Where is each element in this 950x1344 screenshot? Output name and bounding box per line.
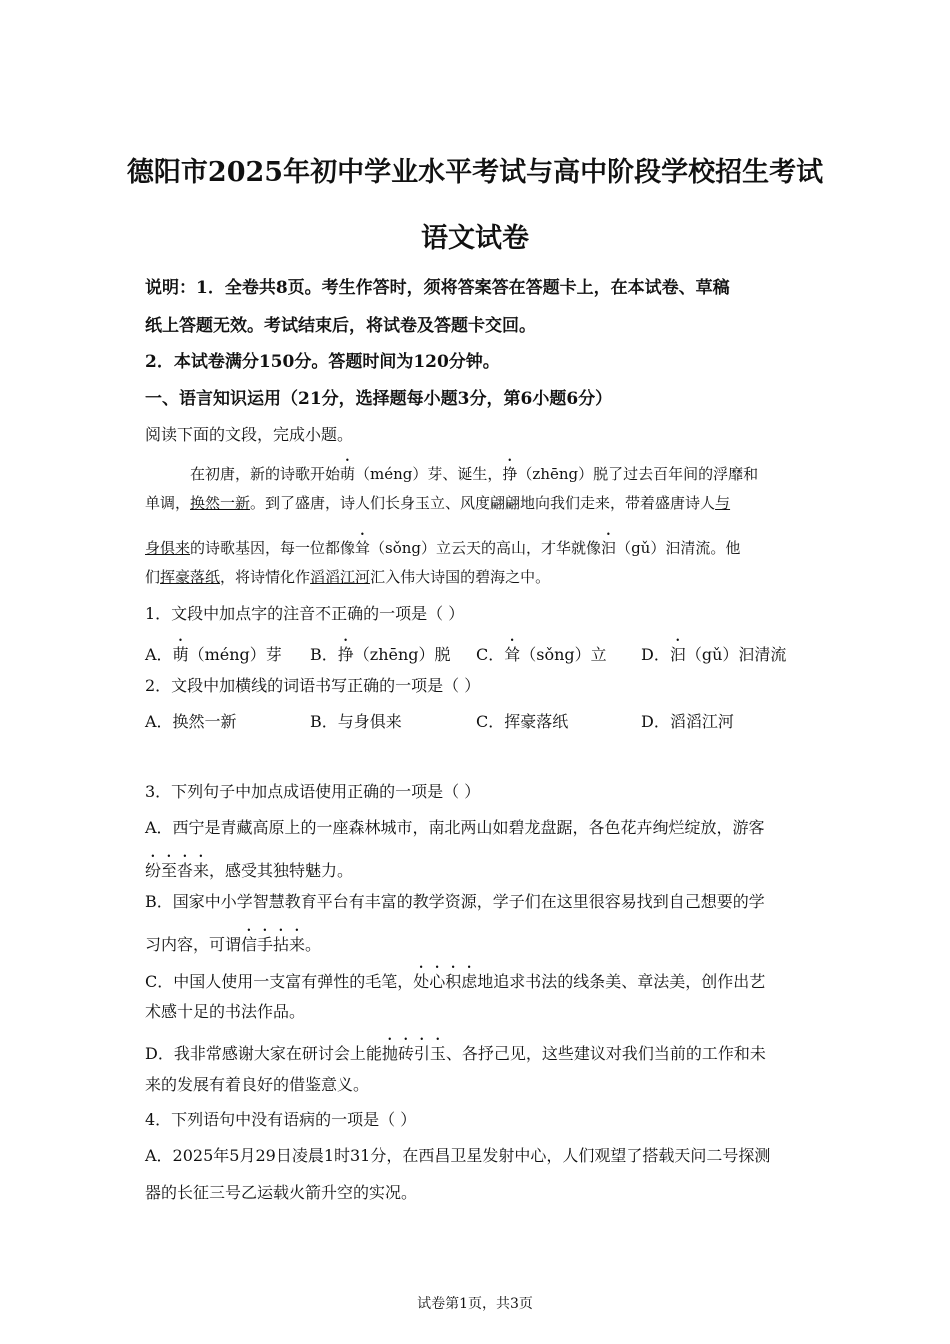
passage-line-2: 单调，换然一新。到了盛唐，诗人们长身玉立、风度翩翩地向我们走来，带着盛唐诗人与 bbox=[145, 494, 731, 512]
q3-option-b-line-2: 习内容，可谓信手拈来。 bbox=[145, 935, 322, 954]
dotted-char: 汩 bbox=[601, 539, 617, 557]
passage-line-1: 在初唐，新的诗歌开始萌（méng）芽、诞生，挣（zhēng）脱了过去百年间的浮靡和 bbox=[190, 465, 759, 483]
underlined-word: 与 bbox=[715, 494, 731, 512]
q2-option-b: B．与身俱来 bbox=[310, 712, 402, 731]
dotted-char: 挣 bbox=[502, 465, 518, 483]
notes-line-3: 2．本试卷满分150分。答题时间为120分钟。 bbox=[145, 352, 500, 372]
q3-option-c-line-1: C．中国人使用一支富有弹性的毛笔，处心积虑地追求书法的线条美、章法美，创作出艺 bbox=[145, 972, 766, 991]
q3-option-a-line-2: 纷至沓来，感受其独特魅力。 bbox=[145, 861, 354, 880]
q3-option-d-line-2: 来的发展有着良好的借鉴意义。 bbox=[145, 1075, 370, 1094]
q3-option-d-line-1: D．我非常感谢大家在研讨会上能抛砖引玉、各抒己见，这些建议对我们当前的工作和未 bbox=[145, 1044, 766, 1063]
q2-option-d: D．滔滔江河 bbox=[641, 712, 734, 731]
exam-subtitle: 语文试卷 bbox=[421, 223, 529, 254]
dotted-idiom: 处心积虑 bbox=[413, 972, 478, 991]
q1-option-d: D．汩（gǔ）汩清流 bbox=[641, 645, 787, 664]
underlined-word: 换然一新 bbox=[190, 494, 251, 512]
page-footer: 试卷第1页，共3页 bbox=[417, 1296, 533, 1312]
q1-option-c: C．耸（sǒng）立 bbox=[476, 645, 607, 664]
dotted-idiom: 纷至沓来 bbox=[145, 861, 210, 880]
q2-option-c: C．挥豪落纸 bbox=[476, 712, 569, 731]
dotted-idiom: 抛砖引玉 bbox=[381, 1044, 446, 1063]
q1-option-a: A．萌（méng）芽 bbox=[145, 645, 282, 664]
q4-option-a-line-2: 器的长征三号乙运载火箭升空的实况。 bbox=[145, 1183, 418, 1202]
q4-option-a-line-1: A．2025年5月29日凌晨1时31分，在西昌卫星发射中心，人们观望了搭载天问二号探测 bbox=[145, 1146, 771, 1165]
underlined-word: 身俱来 bbox=[145, 539, 191, 557]
q1-option-b: B．挣（zhēng）脱 bbox=[310, 645, 451, 664]
dotted-char: 萌 bbox=[340, 465, 356, 483]
underlined-word: 挥豪落纸 bbox=[160, 568, 221, 586]
q3-option-c-line-2: 术感十足的书法作品。 bbox=[145, 1002, 306, 1021]
q4-stem: 4．下列语句中没有语病的一项是（ ） bbox=[145, 1110, 417, 1129]
dotted-idiom: 信手拈来 bbox=[241, 935, 306, 954]
q3-option-b-line-1: B．国家中小学智慧教育平台有丰富的教学资源，学子们在这里很容易找到自己想要的学 bbox=[145, 892, 765, 911]
passage-line-3: 身俱来的诗歌基因，每一位都像耸（sǒng）立云天的高山，才华就像汩（gǔ）汩清流。他 bbox=[145, 539, 741, 557]
section-heading: 一、语言知识运用（21分，选择题每小题3分，第6小题6分） bbox=[145, 389, 613, 409]
passage-line-4: 们挥豪落纸，将诗情化作滔滔江河汇入伟大诗国的碧海之中。 bbox=[145, 568, 551, 586]
q1-stem: 1．文段中加点字的注音不正确的一项是（ ） bbox=[145, 604, 465, 623]
notes-line-1: 说明：1．全卷共8页。考生作答时，须将答案答在答题卡上，在本试卷、草稿 bbox=[145, 278, 730, 298]
q2-stem: 2．文段中加横线的词语书写正确的一项是（ ） bbox=[145, 676, 481, 695]
q3-option-a-line-1: A．西宁是青藏高原上的一座森林城市，南北两山如碧龙盘踞，各色花卉绚烂绽放，游客 bbox=[145, 818, 765, 837]
dotted-char: 耸 bbox=[355, 539, 371, 557]
underlined-word: 滔滔江河 bbox=[310, 568, 371, 586]
q2-option-a: A．换然一新 bbox=[145, 712, 237, 731]
section-instruction: 阅读下面的文段，完成小题。 bbox=[145, 425, 354, 444]
exam-title: 德阳市2025年初中学业水平考试与高中阶段学校招生考试 bbox=[126, 157, 824, 188]
q3-stem: 3．下列句子中加点成语使用正确的一项是（ ） bbox=[145, 782, 481, 801]
notes-line-2: 纸上答题无效。考试结束后，将试卷及答题卡交回。 bbox=[145, 316, 536, 336]
